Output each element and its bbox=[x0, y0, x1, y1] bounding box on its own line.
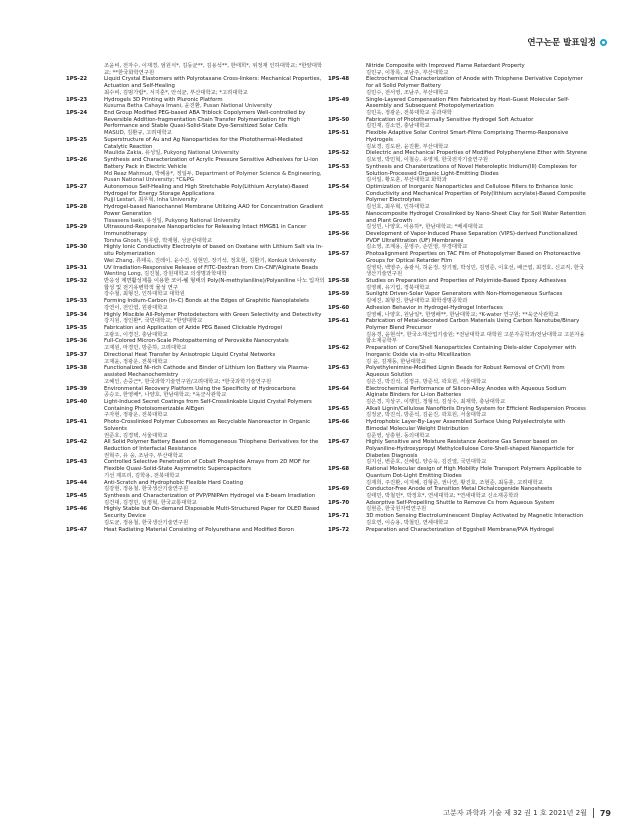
paper-authors: 권준호, 김경택, 서울대학교 bbox=[104, 432, 168, 439]
entry-body bbox=[104, 265, 326, 278]
paper-authors: 김용경, 윤현석*, 한국소재산업기술원; *전남대학교 대학원 고분자공학과/전남대학교 고분자융합소재공학부 bbox=[366, 331, 585, 345]
paper-authors: 조윤비, 전자수, 이재경, 엄원식*, 김동균**, 김용석**, 한태희*, 위정재 인하대학교; *한양대학교; **한국화학연구원 bbox=[104, 63, 323, 76]
paper-title: Nanocomposite Hydrogel Crosslinked by Nano-Sheet Clay for Soil Water Retention and Plant Growth bbox=[366, 210, 586, 224]
paper-authors: 김 윤, 김재동, 한남대학교 bbox=[366, 358, 427, 365]
paper-title: Superstructure of Au and Ag Nanoparticles for the Photothermal-Mediated Catalytic Reaction bbox=[104, 136, 303, 150]
right-column bbox=[328, 63, 588, 533]
program-entry bbox=[66, 63, 326, 76]
left-column bbox=[66, 63, 326, 533]
entry-body bbox=[366, 117, 588, 130]
entry-body bbox=[366, 211, 588, 231]
paper-authors: 김영탁, 백영주, 송광식, 허윤정, 장기필, 박성민, 김영준, 이효선, 배근엽, 최경호, 신교직, 한국생산기술연구원 bbox=[366, 264, 585, 278]
entry-body bbox=[366, 291, 588, 304]
program-entry bbox=[328, 527, 588, 534]
paper-title: UV Irradiation-Responsive Release of FITC-Dextran from Cin-CNF/Alginate Beads bbox=[104, 264, 318, 271]
entry-body bbox=[104, 480, 326, 493]
program-entry bbox=[328, 439, 588, 466]
entry-body bbox=[104, 439, 326, 459]
paper-title: End Group Modified PEG-based ABA Triblock Copolymers Well-controlled by Reversible Addition-fragmentation Chain Transfer Polymerization for High Performance and Stable Quasi-Solid-State Dye-Sensitized Solar Cells bbox=[104, 110, 306, 130]
poster-id: 1PS-44 bbox=[66, 479, 88, 486]
entry-body bbox=[366, 345, 588, 365]
poster-id: 1PS-59 bbox=[328, 291, 350, 298]
program-entry bbox=[328, 291, 588, 304]
program-entry bbox=[66, 110, 326, 137]
program-entry bbox=[66, 480, 326, 493]
poster-id: 1PS-72 bbox=[328, 526, 350, 533]
poster-id: 1PS-29 bbox=[66, 224, 88, 231]
poster-id: 1PS-49 bbox=[328, 96, 350, 103]
poster-id: 1PS-41 bbox=[66, 419, 88, 426]
program-entry bbox=[66, 298, 326, 311]
entry-body bbox=[366, 527, 588, 534]
paper-authors: 김지선, 변준호, 신혜림, 양승욱, 김진열, 국민대학교 bbox=[366, 459, 487, 466]
poster-id: 1PS-33 bbox=[66, 298, 88, 305]
paper-title: Electrochemical Performance of Silicon-Alloy Anodes with Aqueous Sodium Alginate Binders for Li-ion Batteries bbox=[366, 385, 567, 399]
poster-id: 1PS-54 bbox=[328, 183, 350, 190]
paper-title: 3D motion Sensing Electroluminescent Display Activated by Magnetic Interaction bbox=[366, 513, 584, 520]
paper-authors: 고재윤, 정광운, 전북대학교 bbox=[104, 358, 168, 365]
paper-title: Directional Heat Transfer by Anisotropic Liquid Crystal Networks bbox=[104, 351, 276, 358]
paper-authors: Pujji Lestari, 최우혁, Inha University bbox=[104, 197, 198, 204]
paper-authors: 김호연, 이승용, 박철민, 연세대학교 bbox=[366, 519, 449, 526]
poster-id: 1PS-71 bbox=[328, 513, 350, 520]
program-entry bbox=[66, 439, 326, 459]
program-entry bbox=[66, 506, 326, 526]
program-entry bbox=[328, 117, 588, 130]
program-entry bbox=[66, 224, 326, 244]
poster-id: 1PS-51 bbox=[328, 130, 350, 137]
paper-title: Functionalized Ni-rich Cathode and Binder of Lithium Ion Battery via Plasma-assisted Mechanochemistry bbox=[104, 365, 310, 379]
paper-title: Dielectric and Mechanical Properties of Modified Polyphenylene Ether with Styrene bbox=[366, 150, 588, 157]
program-entry bbox=[66, 325, 326, 338]
paper-title: Hydrogel-based Nanochannel Membrane Utilizing AAO for Concentration Gradient Power Generation bbox=[104, 204, 324, 217]
entry-body bbox=[366, 251, 588, 278]
paper-title: Highly Stable but On-demand Disposable Multi-Structured Paper for OLED Based Security Device bbox=[104, 506, 320, 520]
program-entry bbox=[328, 486, 588, 499]
paper-authors: Tissasera Iseki, 유성일, Pukyong National University bbox=[104, 217, 241, 224]
entry-body bbox=[366, 278, 588, 291]
entry-body bbox=[366, 466, 588, 486]
paper-title: Sunlight Driven-Solar Vapor Generators with Non-Homogeneous Surfaces bbox=[366, 291, 563, 298]
poster-id: 1PS-58 bbox=[328, 278, 350, 284]
program-entry bbox=[66, 184, 326, 204]
poster-id: 1PS-36 bbox=[66, 338, 88, 345]
poster-id: 1PS-67 bbox=[328, 439, 350, 446]
paper-title: Synthesis and Characterization of PVP/PNIPAm Hydrogel via E-beam Irradiation bbox=[104, 493, 316, 499]
poster-id: 1PS-22 bbox=[66, 76, 88, 83]
footer-divider bbox=[593, 808, 594, 818]
paper-title: Adsorptive Self-Propelling Shuttle to Remove Cs from Aqueous System bbox=[366, 499, 555, 506]
program-entry bbox=[328, 318, 588, 345]
program-entry bbox=[66, 459, 326, 479]
poster-id: 1PS-52 bbox=[328, 150, 350, 157]
paper-authors: 김영례, 유기업, 경북대학교 bbox=[366, 284, 430, 291]
paper-title: Nitride Composite with Improved Flame Retardant Property bbox=[366, 63, 525, 69]
program-entry bbox=[328, 513, 588, 526]
poster-id: 1PS-64 bbox=[328, 385, 350, 392]
entry-body bbox=[366, 164, 588, 184]
entry-body bbox=[104, 386, 326, 399]
paper-authors: 강수철, 최형진, 인하대학교 대학원 bbox=[104, 291, 185, 298]
paper-authors: 김도균, 정용철, 한국생산기술연구원 bbox=[104, 519, 189, 526]
paper-authors: 김보경, 김도완, 윤진환, 부산대학교 bbox=[366, 143, 449, 150]
paper-title: Ultrasound-Responsive Nanoparticles for Releasing Intact HMGB1 in Cancer Immunotherapy bbox=[104, 224, 307, 237]
program-entry bbox=[328, 386, 588, 406]
program-entry bbox=[66, 527, 326, 534]
paper-title: Single-Layered Compensation Film Fabricated by Host-Guest Molecular Self-Assembly and Subsequent Photopolymerization bbox=[366, 96, 570, 110]
poster-id: 1PS-60 bbox=[328, 304, 350, 311]
program-entry bbox=[328, 251, 588, 278]
paper-title: All Solid Polymer Battery Based on Homogeneous Thiophene Derivatives for the Reduction of Interfacial Resistance bbox=[104, 439, 319, 452]
poster-id: 1PS-68 bbox=[328, 466, 350, 473]
poster-id: 1PS-35 bbox=[66, 325, 88, 332]
poster-id: 1PS-48 bbox=[328, 76, 350, 83]
poster-id: 1PS-24 bbox=[66, 110, 88, 117]
paper-authors: 김선호, 최우혁, 인하대학교 bbox=[366, 204, 430, 211]
entry-body bbox=[104, 298, 326, 311]
entry-body bbox=[366, 365, 588, 385]
paper-authors: 고광오, 이경진, 충남대학교 bbox=[104, 331, 168, 338]
poster-id: 1PS-39 bbox=[66, 385, 88, 392]
entry-body bbox=[104, 493, 326, 506]
paper-title: Polyethylenimine-Modified Lignin Beads for Robust Removal of Cr(VI) from Aqueous Solution bbox=[366, 365, 565, 379]
poster-id: 1PS-47 bbox=[66, 526, 88, 533]
paper-title: Light-Induced Secret Coatings from Self-Crosslinkable Liquid Crystal Polymers Containing Photoisomerizable AIEgen bbox=[104, 398, 312, 412]
program-entry bbox=[328, 150, 588, 163]
page-number: 79 bbox=[599, 808, 611, 818]
paper-authors: MASUD, 김환규, 고려대학교 bbox=[104, 130, 172, 137]
paper-title: Rational Molecular design of High Mobility Hole Transport Polymers Applicable to Quantum Dot-Light Emitting Diodes bbox=[366, 466, 582, 479]
program-entry bbox=[328, 500, 588, 513]
circle-bullet-icon bbox=[600, 39, 607, 46]
poster-id: 1PS-42 bbox=[66, 439, 88, 446]
paper-authors: Maulida Zakia, 유성일, Pukyong National University bbox=[104, 150, 239, 157]
poster-id: 1PS-38 bbox=[66, 365, 88, 372]
entry-body bbox=[104, 157, 326, 184]
program-entry bbox=[66, 365, 326, 385]
paper-title: Highly Miscible All-Polymer Photodetectors with Green Selectivity and Detectivity bbox=[104, 311, 322, 318]
paper-authors: 김소영, 조계용, 문영주, 손민영, 부경대학교 bbox=[366, 244, 468, 251]
poster-id: 1PS-56 bbox=[328, 230, 350, 237]
poster-id: 1PS-23 bbox=[66, 96, 88, 103]
entry-body bbox=[366, 500, 588, 513]
poster-id: 1PS-61 bbox=[328, 318, 350, 325]
paper-title: Heat Radiating Material Consisting of Polyurethane and Modified Boron bbox=[104, 526, 294, 533]
entry-body bbox=[366, 76, 588, 96]
paper-title: Conductor-Free Anode of Transition Metal Dichalcogenide Nanosheets bbox=[366, 486, 553, 493]
entry-body bbox=[104, 365, 326, 385]
poster-id: 1PS-65 bbox=[328, 405, 350, 412]
paper-authors: 기선 제프리, 김학용, 전북대학교 bbox=[104, 472, 180, 479]
poster-id: 1PS-57 bbox=[328, 251, 350, 258]
program-entry bbox=[328, 76, 588, 96]
entry-body bbox=[104, 527, 326, 534]
paper-authors: 김준영, 성충현, 동의대학교 bbox=[366, 432, 430, 439]
entry-body bbox=[104, 459, 326, 479]
program-entry bbox=[66, 493, 326, 506]
paper-authors: 김영혜, 나양호, 원남일*, 한영배**, 한남대학교; *K-water 연구원; **육군사관학교 bbox=[366, 311, 559, 318]
entry-body bbox=[104, 184, 326, 204]
paper-authors: Torsha Ghosh, 엄우람, 박재형, 성균관대학교 bbox=[104, 237, 213, 244]
program-entry bbox=[328, 63, 588, 76]
entry-body bbox=[366, 386, 588, 406]
paper-authors: Wei Zhang, 류태욱, 진레이, 윤수진, 임현민, 장기석, 정호현, 김환기, Konkuk University bbox=[104, 257, 317, 264]
program-entry bbox=[328, 130, 588, 150]
paper-authors: 김민욱, 정광운, 전북대학교 공과대학 bbox=[366, 110, 452, 117]
entry-body bbox=[366, 184, 588, 211]
program-entry bbox=[328, 231, 588, 251]
paper-title: Alkali Lignin/Cellulose Nanofibrils Drying System for Efficient Redispersion Process bbox=[366, 405, 586, 412]
poster-id bbox=[66, 63, 104, 76]
entry-body bbox=[366, 97, 588, 117]
paper-title: Synthesis and Characterization of Acrylic Pressure Sensitive Adhesives for Li-ion Battery Pack in Electric Vehicle bbox=[104, 157, 319, 170]
entry-body bbox=[366, 150, 588, 163]
paper-authors: 강지원, 정인환*, 국민대학교; *한양대학교 bbox=[104, 318, 203, 325]
poster-id: 1PS-37 bbox=[66, 351, 88, 358]
poster-id: 1PS-70 bbox=[328, 499, 350, 506]
program-entry bbox=[66, 157, 326, 184]
paper-authors: 권혁주, 유 웅, 조남주, 부산대학교 bbox=[104, 452, 183, 459]
poster-id: 1PS-53 bbox=[328, 163, 350, 170]
entry-body bbox=[104, 204, 326, 224]
poster-id: 1PS-69 bbox=[328, 486, 350, 493]
poster-id: 1PS-66 bbox=[328, 419, 350, 426]
paper-authors: 강연이, 전인엽, 원광대학교 bbox=[104, 304, 168, 311]
program-entry bbox=[328, 345, 588, 365]
paper-title: Controlled Selective Penetration of Cobalt Phosphide Arrays from 2D MOF for Flexible Quasi-Solid-State Asymmetric Supercapacitors bbox=[104, 459, 311, 473]
entry-body bbox=[104, 325, 326, 338]
program-entry bbox=[328, 305, 588, 318]
entry-body bbox=[104, 110, 326, 137]
entry-body bbox=[366, 486, 588, 499]
program-entry bbox=[66, 399, 326, 419]
paper-title: Fabrication and Application of Azide PEG Based Clickable Hydrogel bbox=[104, 325, 282, 332]
paper-authors: 고재원, 마경민, 방준하, 고려대학교 bbox=[104, 345, 187, 352]
paper-title: Photoalignment Properties on TAC Film of Photopolymer Based on Photoreactive Groups for Optical Retarder Film bbox=[366, 251, 581, 264]
poster-id: 1PS-30 bbox=[66, 244, 88, 251]
program-entry bbox=[66, 76, 326, 96]
program-entry bbox=[66, 338, 326, 351]
poster-id: 1PS-34 bbox=[66, 311, 88, 318]
paper-title: Photo-Crosslinked Polymer Cubosomes as Recyclable Nanoreactor in Organic Solvents bbox=[104, 419, 311, 432]
paper-title: Synthesis and Charaterizations of Novel Heteroleptic Iridium(III) Complexes for Solution-Processed Organic Light-Emitting Diodes bbox=[366, 163, 577, 177]
paper-authors: 김현준, 한국원자력연구원 bbox=[366, 506, 427, 513]
paper-authors: 구자현, 정광운, 전북대학교 bbox=[104, 412, 168, 419]
paper-title: 반응성 계면활성제를 이용한 코어-쉘 형태의 Poly(N-methylaniline)/Polyaniline 나노 입자의 합성 및 전기유변학적 물성 연구 bbox=[104, 278, 325, 291]
poster-id: 1PS-31 bbox=[66, 264, 88, 271]
program-entry bbox=[66, 352, 326, 365]
paper-authors: 김은경, 지상구, 이행민, 정형석, 김성수, 최재학, 충남대학교 bbox=[366, 398, 506, 405]
paper-authors: 김민수, 전서영, 조남주, 부산대학교 bbox=[366, 89, 449, 96]
paper-title: Optimization of Inorganic Nanoparticles and Cellulose Fillers to Enhance Ionic Conductivity and Mechanical Properties of Poly(lithium acrylate)-Based Composite Polymer Electrolytes bbox=[366, 183, 586, 204]
paper-title: Electrochemical Characterization of Anode with Thiophene Derivative Copolymer for all Solid Polymer Battery bbox=[366, 76, 583, 90]
paper-title: Preparation of Core/Shell Nanoparticles Containing Diels-alder Copolymer with Inorganic Oxide via in-situ Micellization bbox=[366, 345, 576, 358]
program-entry bbox=[328, 365, 588, 385]
entry-body bbox=[104, 278, 326, 298]
poster-id: 1PS-32 bbox=[66, 278, 88, 284]
poster-id bbox=[328, 63, 366, 76]
paper-title: Preparation and Characterization of Eggshell Membrane/PVA Hydrogel bbox=[366, 526, 554, 533]
program-entry bbox=[328, 466, 588, 486]
journal-citation: 고분자 과학과 기술 제 32 권 1 호 2021년 2월 bbox=[443, 809, 587, 817]
poster-id: 1PS-27 bbox=[66, 183, 88, 190]
program-entry bbox=[66, 312, 326, 325]
paper-title: Environmental Recovery Platform Using the Specificity of Hydrocarbons bbox=[104, 385, 296, 392]
paper-authors: 김은진, 박진석, 김정규, 방준석, 곽호원, 서울대학교 bbox=[366, 378, 487, 385]
paper-authors: 김건대, 김경민, 임정혁, 한국교통대학교 bbox=[104, 499, 197, 506]
poster-id: 1PS-50 bbox=[328, 116, 350, 123]
entry-body bbox=[104, 399, 326, 419]
paper-title: Anti-Scratch and Hydrophobic Flexible Hard Coating bbox=[104, 479, 244, 486]
paper-authors: Md Reaz Mahmud, 박혜용*, 정일두, Department of Polymer Science & Engineering, Pusan National University; *C&PG bbox=[104, 170, 322, 184]
poster-id: 1PS-28 bbox=[66, 204, 88, 211]
poster-id: 1PS-62 bbox=[328, 345, 350, 352]
entry-body bbox=[366, 406, 588, 419]
entry-body bbox=[104, 137, 326, 157]
paper-authors: 김강현, 정용철, 한국생산기술연구원 bbox=[104, 486, 189, 493]
entry-body bbox=[366, 63, 588, 76]
entry-body bbox=[104, 352, 326, 365]
program-entry bbox=[328, 184, 588, 211]
entry-body bbox=[104, 63, 326, 76]
entry-body bbox=[366, 231, 588, 251]
paper-authors: 고혜인, 손중근*, 한국과학기술연구원/고려대학교; *한국과학기술연구원 bbox=[104, 378, 272, 385]
entry-body bbox=[366, 305, 588, 318]
program-entry bbox=[66, 97, 326, 110]
paper-authors: 공승오, 한영배*, 나양호, 한남대학교; *육군사관학교 bbox=[104, 392, 227, 399]
entry-body bbox=[104, 338, 326, 351]
program-entry bbox=[66, 278, 326, 298]
program-entry bbox=[66, 265, 326, 278]
entry-body bbox=[104, 419, 326, 439]
poster-id: 1PS-46 bbox=[66, 506, 88, 513]
paper-authors: 김보영, 박민혁, 이철승, 유영제, 한국전자기술연구원 bbox=[366, 157, 488, 164]
entry-body bbox=[366, 318, 588, 345]
program-entry bbox=[66, 204, 326, 224]
paper-title: Highly Sensitive and Moisture Resistance Acetone Gas Sensor based on Polyaniline-Hydroxypropyl Methylcellulose Core-Shell-shaped Nanoparticle for Diabetes Diagnosis bbox=[366, 439, 574, 459]
poster-id: 1PS-25 bbox=[66, 136, 88, 143]
program-entry bbox=[66, 137, 326, 157]
paper-title: Forming Indium-Carbon (In-C) Bonds at the Edges of Graphitic Nanoplatelets bbox=[104, 298, 309, 305]
paper-authors: 김서일, 황도훈, 부산대학교 화학과 bbox=[366, 177, 447, 184]
paper-title: Full-Colored Micron-Scale Photopatterning of Perovskite Nanocrystals bbox=[104, 338, 289, 345]
paper-authors: 김정균, 박진석, 방준석, 김윤진, 곽호원, 서울대학교 bbox=[366, 412, 487, 419]
poster-id: 1PS-63 bbox=[328, 365, 350, 372]
program-entry bbox=[328, 164, 588, 184]
program-entry bbox=[328, 406, 588, 419]
section-header bbox=[527, 36, 607, 48]
paper-authors: Wenting Long, 김진철, 강원대학교 의생명과학대학 bbox=[104, 271, 227, 278]
program-entry bbox=[66, 419, 326, 439]
paper-title: Development of Vapor-Induced Phase Separation (VIPS)-derived Functionalized PVDF Ultrafiltration (UF) Membranes bbox=[366, 230, 578, 244]
paper-title: Fabrication of Photothermally Sensitive Hydrogel Soft Actuator bbox=[366, 116, 534, 123]
paper-title: Hydrogels 3D Printing with Pluronic Platform bbox=[104, 96, 223, 103]
poster-id: 1PS-43 bbox=[66, 459, 88, 466]
entry-body bbox=[104, 506, 326, 526]
paper-authors: 김성민, 나양호, 이용하*, 한남대학교; *베세대학교 bbox=[366, 224, 484, 231]
paper-title: Liquid Crystal Elastomers with Polyrotaxane Cross-linkers: Mechanical Properties, Actuation and Self-Healing bbox=[104, 76, 322, 90]
paper-title: Highly Ionic Conductivity Electrolyte of based on Oxetane with Lithium Salt via in-situ Polymerization bbox=[104, 244, 323, 258]
paper-authors: Kusuma Betha Cahaya Imani, 윤진환, Pusan National University bbox=[104, 103, 272, 110]
program-entry bbox=[66, 244, 326, 264]
entry-body bbox=[366, 130, 588, 150]
paper-title: Autonomous Self-Healing and High Stretchable Poly(Lithium Acrylate)-Based Hydrogel for Energy Storage Applications bbox=[104, 183, 309, 197]
entry-body bbox=[104, 224, 326, 244]
program-entry bbox=[328, 97, 588, 117]
paper-authors: 김태민, 박철민*, 박정호*, 연세대학교; *연세대학교 신소재공학과 bbox=[366, 493, 519, 499]
poster-id: 1PS-55 bbox=[328, 210, 350, 217]
poster-id: 1PS-45 bbox=[66, 493, 88, 499]
entry-body bbox=[366, 439, 588, 466]
entry-body bbox=[366, 419, 588, 439]
paper-title: Fabrication of Metal-decorated Carbon Materials Using Carbon Nanotube/Binary Polymer Blend Precursor bbox=[366, 318, 580, 332]
paper-authors: 김재희, 주진환, 이지혜, 김형준, 권나연, 황진호, 조현준, 최동훈, 고려대학교 bbox=[366, 479, 543, 486]
entry-body bbox=[104, 97, 326, 110]
program-entry bbox=[328, 211, 588, 231]
program-entry bbox=[328, 419, 588, 439]
page-footer bbox=[443, 808, 611, 818]
poster-id: 1PS-26 bbox=[66, 157, 88, 164]
paper-title: Adhesion Behavior in Hydrogel-Hydrogel Interfaces bbox=[366, 304, 503, 311]
entry-body bbox=[104, 244, 326, 264]
program-entry bbox=[328, 278, 588, 291]
entry-body bbox=[104, 312, 326, 325]
entry-body bbox=[366, 513, 588, 526]
paper-authors: 김민재, 김소연, 충남대학교 bbox=[366, 123, 430, 130]
program-entry bbox=[66, 386, 326, 399]
paper-title: Hydrophobic Layer-By-Layer Assembled Surface Using Polyelectrolyte with Bimodal Molecular Weight Distribution bbox=[366, 419, 566, 432]
paper-authors: 최수비, 김범가람*, 서지훈*, 안석균, 부산대학교; *고려대학교 bbox=[104, 89, 248, 96]
section-title: 연구논문 발표일정 bbox=[527, 38, 596, 48]
paper-title: Studies on Preparation and Properties of Polyimide-Based Epoxy Adhesives bbox=[366, 278, 567, 284]
paper-title: Flexible Adaptive Solar Control Smart-Films Comprising Thermo-Responsive Hydrogels bbox=[366, 130, 569, 143]
entry-body bbox=[104, 76, 326, 96]
paper-authors: 김예진, 최형진, 한남대학교 화학생명공학과 bbox=[366, 298, 468, 305]
paper-authors: 김민규, 이창록, 조남주, 부산대학교 bbox=[366, 69, 449, 76]
poster-id: 1PS-40 bbox=[66, 398, 88, 405]
